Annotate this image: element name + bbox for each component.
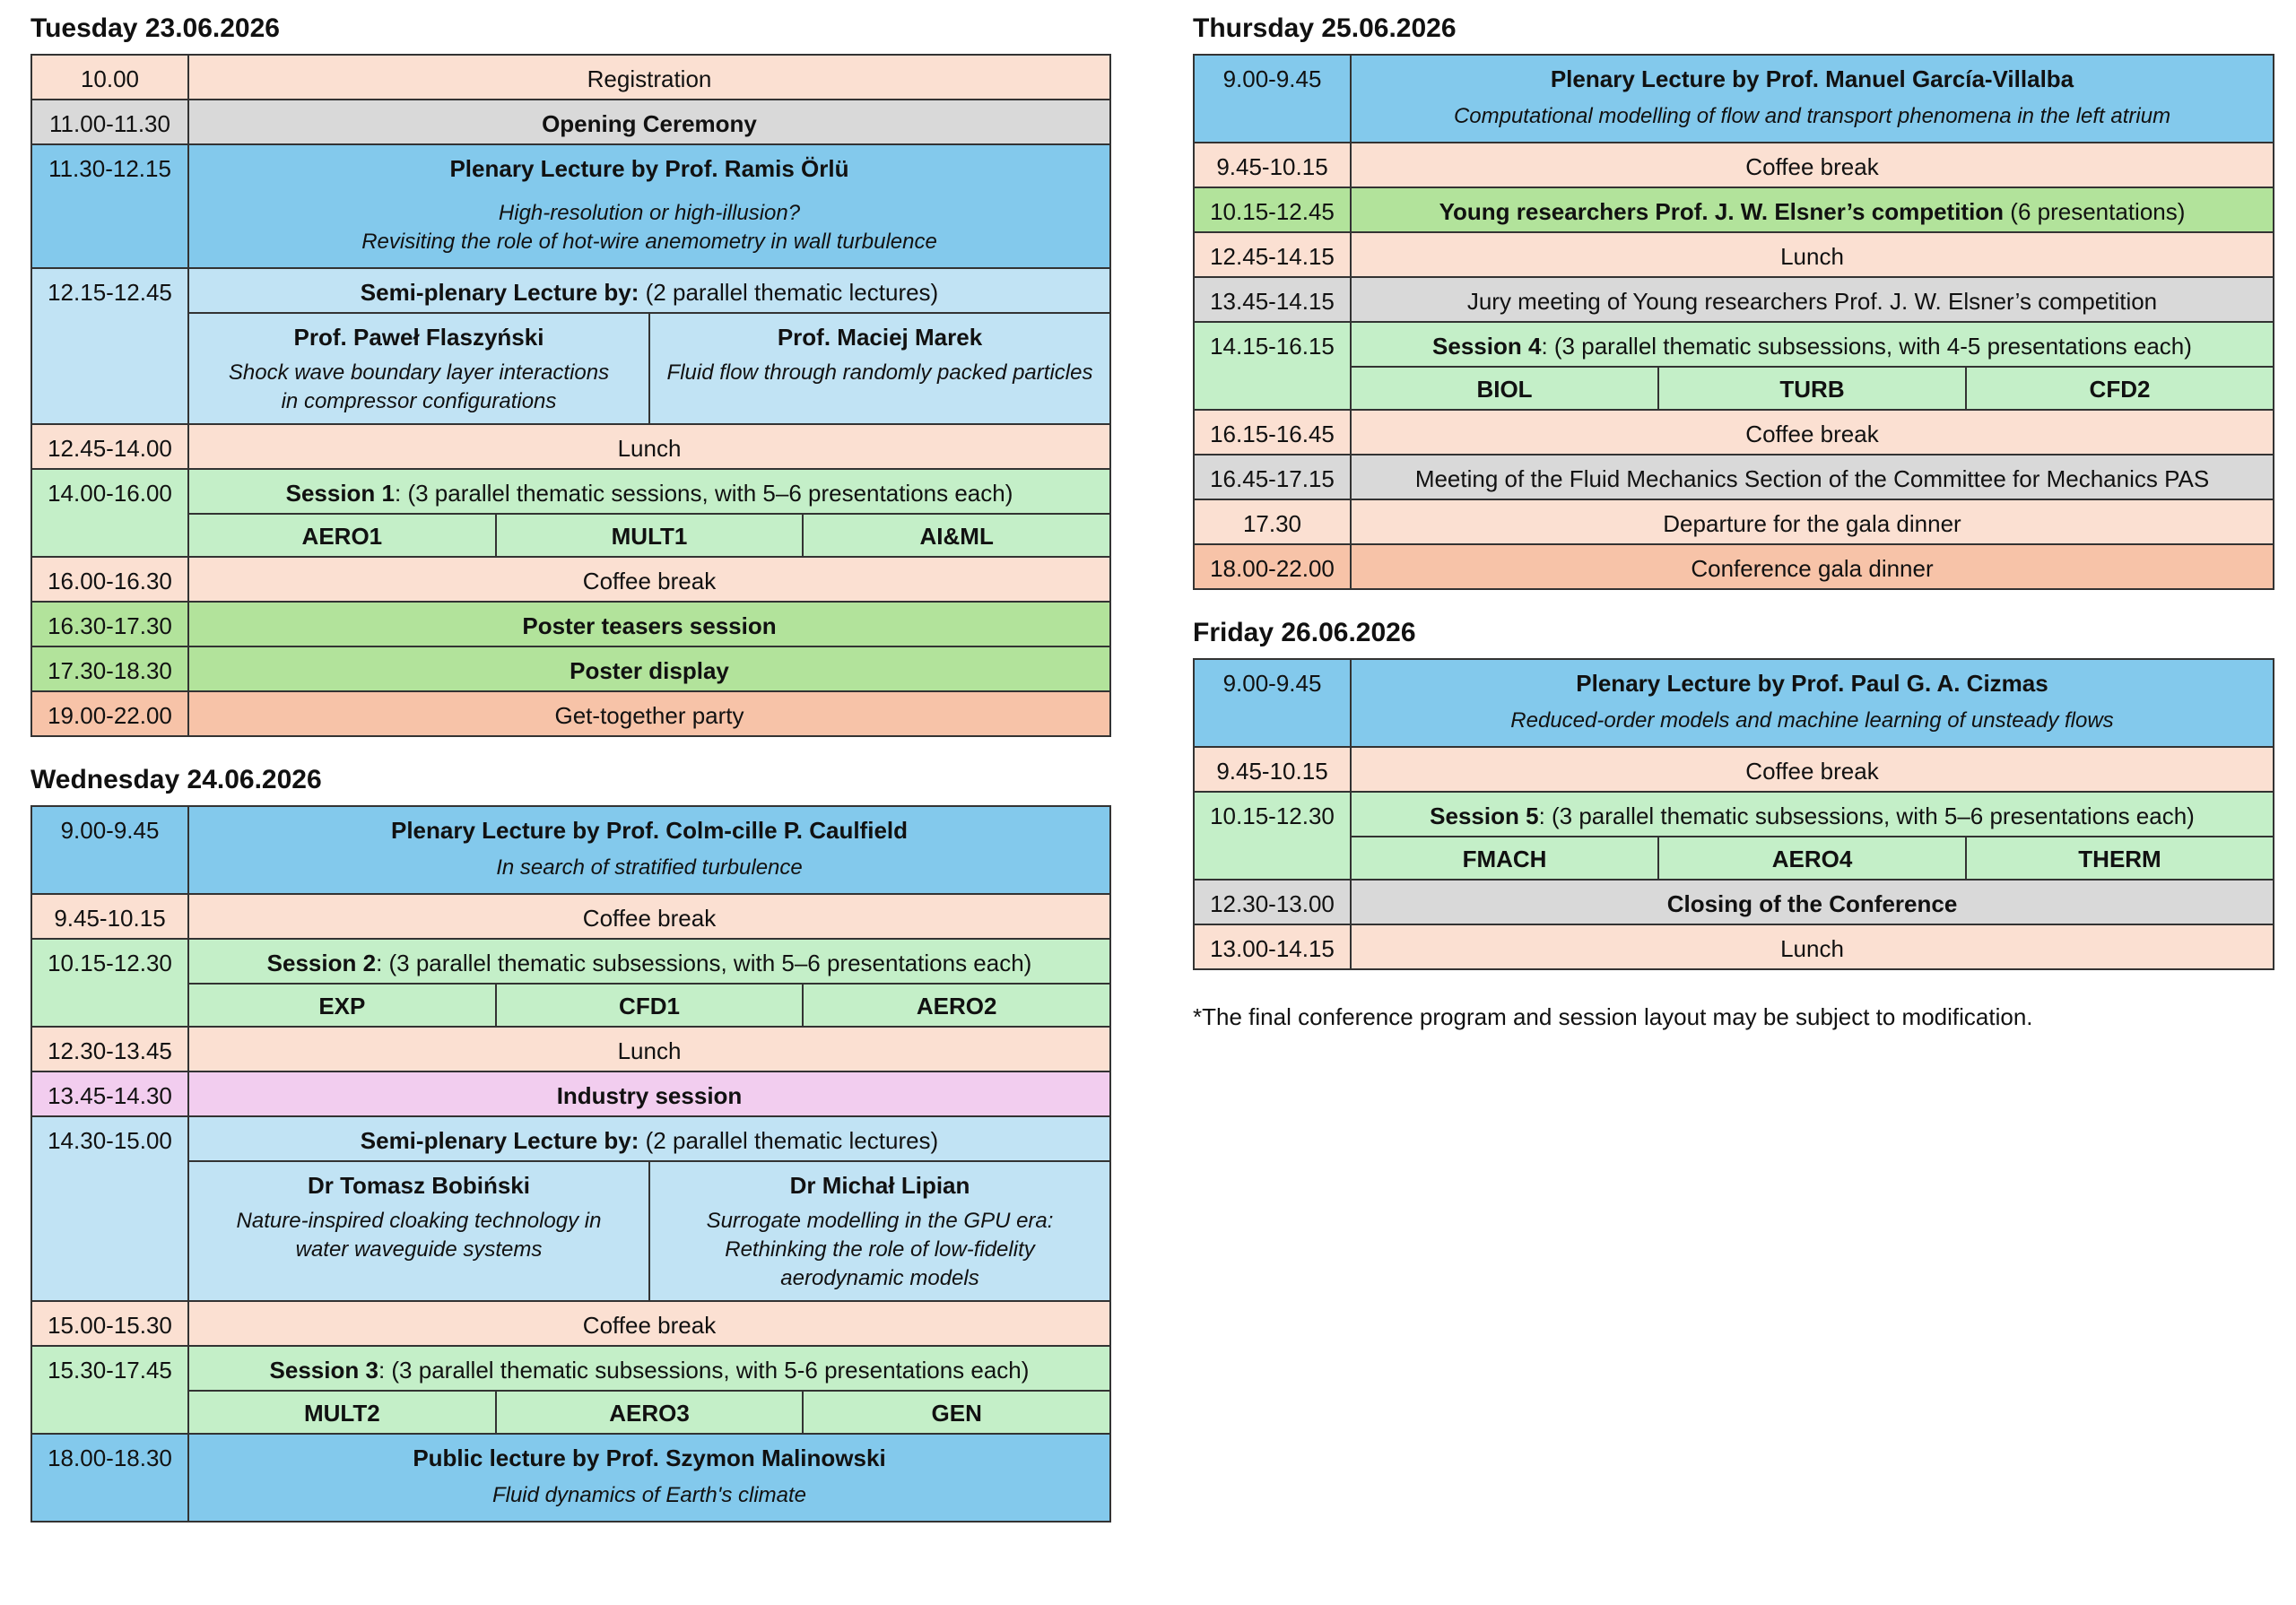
subsession-label: AERO1 bbox=[301, 523, 383, 550]
schedule-row bbox=[1194, 277, 2274, 322]
event-cell bbox=[1351, 659, 2274, 747]
lecture-title: Shock wave boundary layer interactions bbox=[228, 360, 610, 385]
plenary-title: Plenary Lecture by Prof. Paul G. A. Cizmas bbox=[1576, 670, 2048, 697]
heading-rest: (2 parallel thematic lectures) bbox=[639, 1127, 939, 1154]
time-cell: 12.45-14.00 bbox=[31, 424, 188, 469]
event-text: Coffee break bbox=[1745, 421, 1879, 447]
subsession-label: BIOL bbox=[1476, 376, 1533, 403]
event-cell bbox=[188, 939, 1110, 1027]
schedule-row bbox=[31, 1434, 1110, 1522]
subsession-label: AERO2 bbox=[802, 985, 1109, 1026]
lecture-title: aerodynamic models bbox=[780, 1266, 979, 1290]
event-text: Get-together party bbox=[554, 702, 744, 729]
heading-rest: : (3 parallel thematic sessions, with 5–6 presentations each) bbox=[395, 480, 1013, 507]
lecture-title: Fluid flow through randomly packed particles bbox=[666, 360, 1093, 385]
event-text: Lunch bbox=[617, 1037, 682, 1064]
schedule-row bbox=[1194, 499, 2274, 544]
subsession-label: MULT2 bbox=[303, 1400, 380, 1427]
plenary-title: Plenary Lecture by Prof. Colm-cille P. Caulfield bbox=[390, 817, 909, 844]
event-cell bbox=[1351, 747, 2274, 792]
schedule-row bbox=[1194, 55, 2274, 143]
lecturer-name: Prof. Paweł Flaszyński bbox=[293, 324, 544, 351]
event-cell bbox=[188, 894, 1110, 939]
time-cell: 9.45-10.15 bbox=[1194, 747, 1351, 792]
heading-rest: (2 parallel thematic lectures) bbox=[639, 279, 939, 306]
subsession-label: TURB bbox=[1657, 368, 1965, 409]
event-cell bbox=[1351, 924, 2274, 969]
plenary-subtitle: High-resolution or high-illusion? bbox=[498, 201, 801, 225]
plenary-subtitle: Reduced-order models and machine learning of unsteady flows bbox=[1510, 708, 2114, 733]
event-cell bbox=[188, 646, 1110, 691]
time-cell: 12.45-14.15 bbox=[1194, 232, 1351, 277]
lecture-title: in compressor configurations bbox=[281, 389, 557, 413]
event-text: Poster teasers session bbox=[522, 612, 777, 639]
time-cell: 9.45-10.15 bbox=[1194, 143, 1351, 187]
time-cell: 11.30-12.15 bbox=[31, 144, 188, 268]
subsessions bbox=[1352, 836, 2273, 879]
lecture-title: Rethinking the role of low-fidelity bbox=[725, 1237, 1035, 1262]
time-cell: 16.30-17.30 bbox=[31, 602, 188, 646]
semi-plenary-heading bbox=[189, 269, 1109, 312]
schedule-table-thursday bbox=[1193, 54, 2274, 590]
event-cell bbox=[188, 1071, 1110, 1116]
day-title-thursday: Thursday 25.06.2026 bbox=[1193, 13, 1457, 43]
event-text: Closing of the Conference bbox=[1666, 890, 1958, 917]
event-cell bbox=[1351, 880, 2274, 924]
lecture-right bbox=[648, 314, 1109, 423]
event-text: Lunch bbox=[1780, 935, 1844, 962]
day-friday bbox=[1193, 617, 2274, 1031]
subsession-label: AI&ML bbox=[802, 515, 1109, 556]
day-title-friday: Friday 26.06.2026 bbox=[1193, 618, 1416, 647]
right-column bbox=[1193, 0, 2274, 1058]
event-cell bbox=[188, 1434, 1110, 1522]
time-cell: 19.00-22.00 bbox=[31, 691, 188, 736]
subsessions bbox=[189, 983, 1109, 1026]
event-cell bbox=[188, 55, 1110, 100]
time-cell: 17.30 bbox=[1194, 499, 1351, 544]
day-wednesday bbox=[30, 764, 1111, 1523]
heading-bold: Semi-plenary Lecture by: bbox=[360, 1127, 639, 1154]
event-cell bbox=[1351, 455, 2274, 499]
event-cell bbox=[188, 1346, 1110, 1434]
day-thursday bbox=[1193, 13, 2274, 590]
time-cell: 16.45-17.15 bbox=[1194, 455, 1351, 499]
event-cell bbox=[188, 1116, 1110, 1301]
event-text: Coffee break bbox=[582, 568, 717, 594]
time-cell: 12.15-12.45 bbox=[31, 268, 188, 424]
event-cell bbox=[1351, 232, 2274, 277]
schedule-row bbox=[31, 1071, 1110, 1116]
time-cell: 16.00-16.30 bbox=[31, 557, 188, 602]
parallel-lectures bbox=[189, 312, 1109, 423]
event-cell bbox=[1351, 143, 2274, 187]
footnote: *The final conference program and session layout may be subject to modification. bbox=[1193, 1003, 2033, 1030]
time-cell: 9.00-9.45 bbox=[1194, 55, 1351, 143]
time-cell: 14.30-15.00 bbox=[31, 1116, 188, 1301]
event-cell bbox=[188, 691, 1110, 736]
event-cell bbox=[188, 268, 1110, 424]
event-text: Meeting of the Fluid Mechanics Section of the Committee for Mechanics PAS bbox=[1414, 465, 2210, 492]
time-cell: 12.30-13.00 bbox=[1194, 880, 1351, 924]
heading-bold: Session 2 bbox=[266, 950, 377, 976]
event-text: Coffee break bbox=[1745, 153, 1879, 180]
time-cell: 10.00 bbox=[31, 55, 188, 100]
event-cell bbox=[188, 602, 1110, 646]
schedule-row bbox=[1194, 187, 2274, 232]
time-cell: 15.00-15.30 bbox=[31, 1301, 188, 1346]
heading-bold: Session 5 bbox=[1430, 802, 1539, 829]
schedule-row bbox=[31, 646, 1110, 691]
lecture-left bbox=[189, 314, 648, 423]
plenary-title: Plenary Lecture by Prof. Ramis Örlü bbox=[449, 155, 849, 182]
event-cell bbox=[1351, 55, 2274, 143]
schedule-row bbox=[31, 469, 1110, 557]
schedule-table-tuesday bbox=[30, 54, 1111, 737]
event-cell bbox=[1351, 499, 2274, 544]
time-cell: 9.00-9.45 bbox=[1194, 659, 1351, 747]
time-cell: 15.30-17.45 bbox=[31, 1346, 188, 1434]
session-heading bbox=[189, 1347, 1109, 1390]
schedule-row bbox=[1194, 322, 2274, 410]
schedule-row bbox=[31, 1346, 1110, 1434]
subsession-label: EXP bbox=[318, 993, 366, 1019]
event-cell bbox=[188, 1027, 1110, 1071]
schedule-row bbox=[31, 894, 1110, 939]
event-cell bbox=[188, 557, 1110, 602]
event-text: Coffee break bbox=[1745, 758, 1879, 785]
schedule-row bbox=[31, 55, 1110, 100]
schedule-row bbox=[1194, 659, 2274, 747]
plenary-subtitle: In search of stratified turbulence bbox=[496, 855, 803, 880]
event-cell bbox=[1351, 410, 2274, 455]
event-text: Conference gala dinner bbox=[1691, 555, 1934, 582]
subsession-label: FMACH bbox=[1462, 846, 1547, 872]
event-text: Opening Ceremony bbox=[542, 110, 757, 137]
time-cell: 9.45-10.15 bbox=[31, 894, 188, 939]
schedule-row bbox=[31, 557, 1110, 602]
event-cell bbox=[188, 144, 1110, 268]
session-heading bbox=[189, 940, 1109, 983]
parallel-lectures bbox=[189, 1160, 1109, 1300]
subsessions bbox=[189, 1390, 1109, 1433]
schedule-row bbox=[1194, 792, 2274, 880]
time-cell: 13.45-14.30 bbox=[31, 1071, 188, 1116]
event-cell bbox=[188, 469, 1110, 557]
public-lecture-title: Public lecture by Prof. Szymon Malinowski bbox=[413, 1444, 886, 1471]
time-cell: 10.15-12.45 bbox=[1194, 187, 1351, 232]
day-title-tuesday: Tuesday 23.06.2026 bbox=[30, 13, 280, 43]
schedule-row bbox=[31, 939, 1110, 1027]
plenary-subtitle: Computational modelling of flow and transport phenomena in the left atrium bbox=[1453, 104, 2171, 128]
schedule-row bbox=[1194, 232, 2274, 277]
schedule-row bbox=[1194, 410, 2274, 455]
day-tuesday bbox=[30, 13, 1111, 737]
competition-title: Young researchers Prof. J. W. Elsner’s competition bbox=[1439, 198, 2005, 225]
schedule-table-wednesday bbox=[30, 805, 1111, 1523]
subsession-label: GEN bbox=[802, 1392, 1109, 1433]
public-lecture-subtitle: Fluid dynamics of Earth's climate bbox=[491, 1483, 807, 1507]
schedule-row bbox=[1194, 880, 2274, 924]
time-cell: 13.00-14.15 bbox=[1194, 924, 1351, 969]
schedule-row bbox=[31, 424, 1110, 469]
time-cell: 13.45-14.15 bbox=[1194, 277, 1351, 322]
schedule-row bbox=[31, 1027, 1110, 1071]
lecture-left bbox=[189, 1162, 648, 1300]
heading-bold: Semi-plenary Lecture by: bbox=[360, 279, 639, 306]
event-text: Coffee break bbox=[582, 905, 717, 932]
subsessions bbox=[1352, 366, 2273, 409]
event-cell bbox=[188, 806, 1110, 894]
event-cell bbox=[1351, 544, 2274, 589]
event-text: Coffee break bbox=[582, 1312, 717, 1339]
lecture-title: Surrogate modelling in the GPU era: bbox=[706, 1209, 1054, 1233]
lecture-title: Nature-inspired cloaking technology in bbox=[236, 1209, 602, 1233]
event-cell bbox=[1351, 187, 2274, 232]
schedule-row bbox=[31, 1116, 1110, 1301]
time-cell: 12.30-13.45 bbox=[31, 1027, 188, 1071]
session-heading bbox=[189, 470, 1109, 513]
event-text: Industry session bbox=[556, 1082, 743, 1109]
event-text: Lunch bbox=[1780, 243, 1844, 270]
schedule-row bbox=[31, 268, 1110, 424]
time-cell: 18.00-22.00 bbox=[1194, 544, 1351, 589]
subsession-label: MULT1 bbox=[495, 515, 803, 556]
competition-note: (6 presentations) bbox=[2004, 198, 2186, 225]
subsession-label: THERM bbox=[1965, 837, 2273, 879]
schedule-row bbox=[31, 100, 1110, 144]
lecture-title: water waveguide systems bbox=[295, 1237, 543, 1262]
schedule-row bbox=[1194, 544, 2274, 589]
event-text: Poster display bbox=[570, 657, 729, 684]
schedule-row bbox=[31, 806, 1110, 894]
left-column bbox=[30, 0, 1111, 1549]
time-cell: 9.00-9.45 bbox=[31, 806, 188, 894]
day-title-wednesday: Wednesday 24.06.2026 bbox=[30, 765, 322, 794]
event-cell bbox=[1351, 792, 2274, 880]
heading-rest: : (3 parallel thematic subsessions, with 5-6 presentations each) bbox=[378, 1357, 1030, 1384]
time-cell: 11.00-11.30 bbox=[31, 100, 188, 144]
schedule-row bbox=[31, 691, 1110, 736]
heading-bold: Session 3 bbox=[269, 1357, 378, 1384]
event-cell bbox=[188, 424, 1110, 469]
event-cell bbox=[188, 1301, 1110, 1346]
heading-bold: Session 1 bbox=[285, 480, 396, 507]
event-text bbox=[1352, 188, 2273, 231]
lecture-right bbox=[648, 1162, 1109, 1300]
schedule-table-friday bbox=[1193, 658, 2274, 970]
heading-rest: : (3 parallel thematic subsessions, with 5–6 presentations each) bbox=[376, 950, 1032, 976]
session-heading bbox=[1352, 793, 2273, 836]
lecturer-name: Dr Tomasz Bobiński bbox=[307, 1172, 530, 1199]
time-cell: 14.00-16.00 bbox=[31, 469, 188, 557]
subsessions bbox=[189, 513, 1109, 556]
schedule-row bbox=[31, 602, 1110, 646]
event-text: Jury meeting of Young researchers Prof. J. W. Elsner’s competition bbox=[1466, 288, 2158, 315]
schedule-row bbox=[1194, 455, 2274, 499]
plenary-title: Plenary Lecture by Prof. Manuel García-Villalba bbox=[1550, 65, 2074, 92]
subsession-label: CFD1 bbox=[495, 985, 803, 1026]
event-cell bbox=[1351, 277, 2274, 322]
event-text: Departure for the gala dinner bbox=[1663, 510, 1961, 537]
heading-rest: : (3 parallel thematic subsessions, with 5–6 presentations each) bbox=[1538, 802, 2195, 829]
subsession-label: AERO3 bbox=[495, 1392, 803, 1433]
time-cell: 14.15-16.15 bbox=[1194, 322, 1351, 410]
schedule-row bbox=[31, 1301, 1110, 1346]
time-cell: 18.00-18.30 bbox=[31, 1434, 188, 1522]
session-heading bbox=[1352, 323, 2273, 366]
time-cell: 16.15-16.45 bbox=[1194, 410, 1351, 455]
heading-bold: Session 4 bbox=[1432, 333, 1542, 360]
time-cell: 10.15-12.30 bbox=[31, 939, 188, 1027]
time-cell: 10.15-12.30 bbox=[1194, 792, 1351, 880]
schedule-row bbox=[1194, 747, 2274, 792]
subsession-label: CFD2 bbox=[1965, 368, 2273, 409]
event-text: Lunch bbox=[617, 435, 682, 462]
lecturer-name: Dr Michał Lipian bbox=[789, 1172, 970, 1199]
plenary-subtitle: Revisiting the role of hot-wire anemometry in wall turbulence bbox=[361, 230, 937, 254]
schedule-row bbox=[31, 144, 1110, 268]
event-cell bbox=[188, 100, 1110, 144]
event-cell bbox=[1351, 322, 2274, 410]
event-text: Registration bbox=[587, 65, 712, 92]
lecturer-name: Prof. Maciej Marek bbox=[777, 324, 983, 351]
subsession-label: AERO4 bbox=[1657, 837, 1965, 879]
schedule-row bbox=[1194, 924, 2274, 969]
time-cell: 17.30-18.30 bbox=[31, 646, 188, 691]
heading-rest: : (3 parallel thematic subsessions, with 4-5 presentations each) bbox=[1541, 333, 2192, 360]
schedule-row bbox=[1194, 143, 2274, 187]
semi-plenary-heading bbox=[189, 1117, 1109, 1160]
